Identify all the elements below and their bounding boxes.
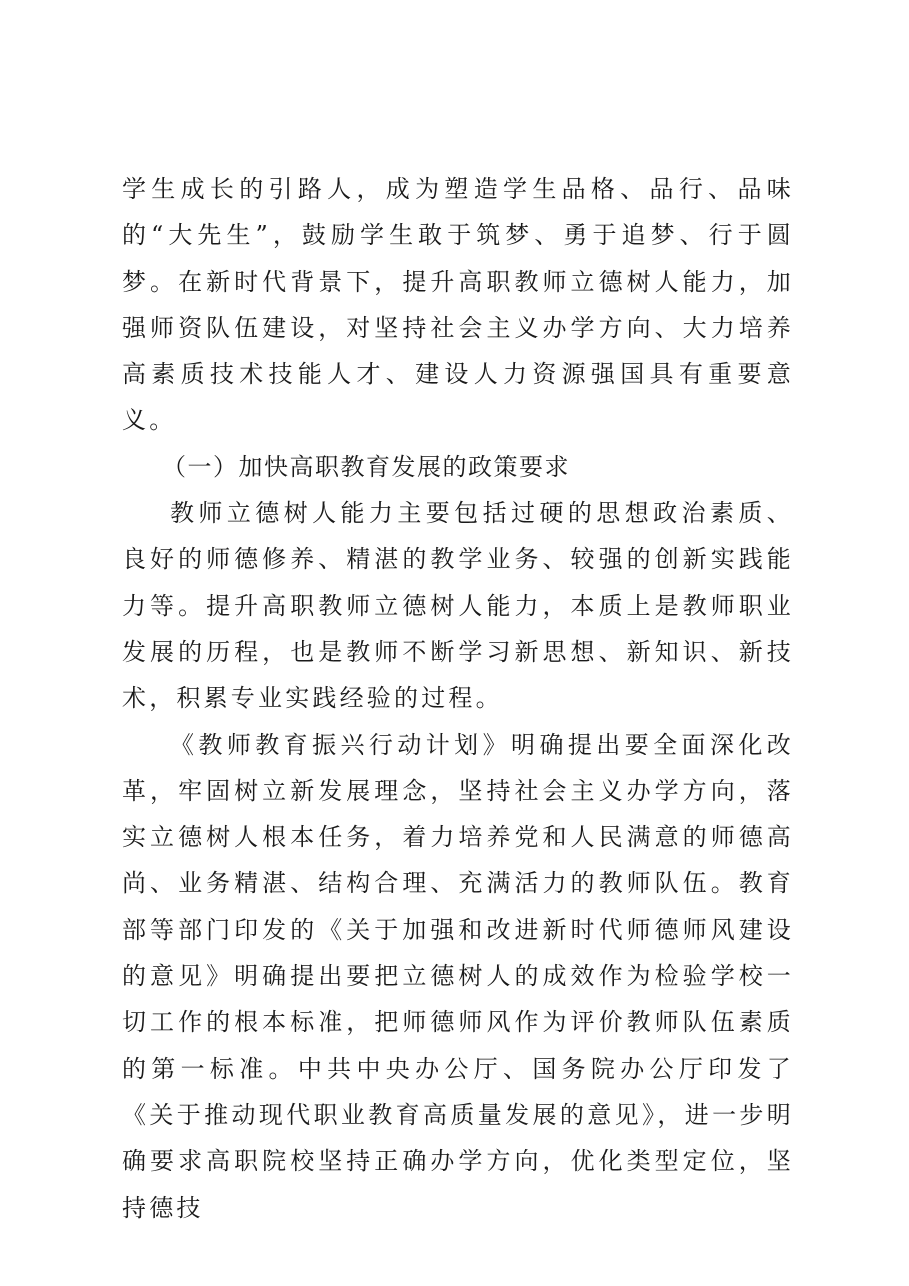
section-heading: （一）加快高职教育发展的政策要求 [162, 452, 570, 481]
paragraph-policy-documents: 《教师教育振兴行动计划》明确提出要全面深化改革，牢固树立新发展理念，坚持社会主义办学方向，落实立德树人根本任务，着力培养党和人民满意的师德高尚、业务精湛、结构合理、充满活力的教师队伍。教育部等部门印发的《关于加强和改进新时代师德师风建设的意见》明确提出要把立德树人的成效作为检验学校一切工作的根本标准，把师德师风作为评价教师队伍素质的第一标准。中共中央办公厅、国务院办公厅印发了《关于推动现代职业教育高质量发展的意见》，进一步明确要求高职院校坚持正确办学方向，优化类型定位，坚持德技 [122, 730, 794, 1222]
paragraph-teacher-ability: 教师立德树人能力主要包括过硬的思想政治素质、良好的师德修养、精湛的教学业务、较强的创新实践能力等。提升高职教师立德树人能力，本质上是教师职业发展的历程，也是教师不断学习新思想、新知识、新技术，积累专业实践经验的过程。 [122, 499, 794, 713]
paragraph-continuation: 学生成长的引路人，成为塑造学生品格、品行、品味的“大先生”，鼓励学生敢于筑梦、勇于追梦、行于圆梦。在新时代背景下，提升高职教师立德树人能力，加强师资队伍建设，对坚持社会主义办学方向、大力培养高素质技术技能人才、建设人力资源强国具有重要意义。 [122, 175, 794, 435]
document-body [122, 166, 794, 1231]
